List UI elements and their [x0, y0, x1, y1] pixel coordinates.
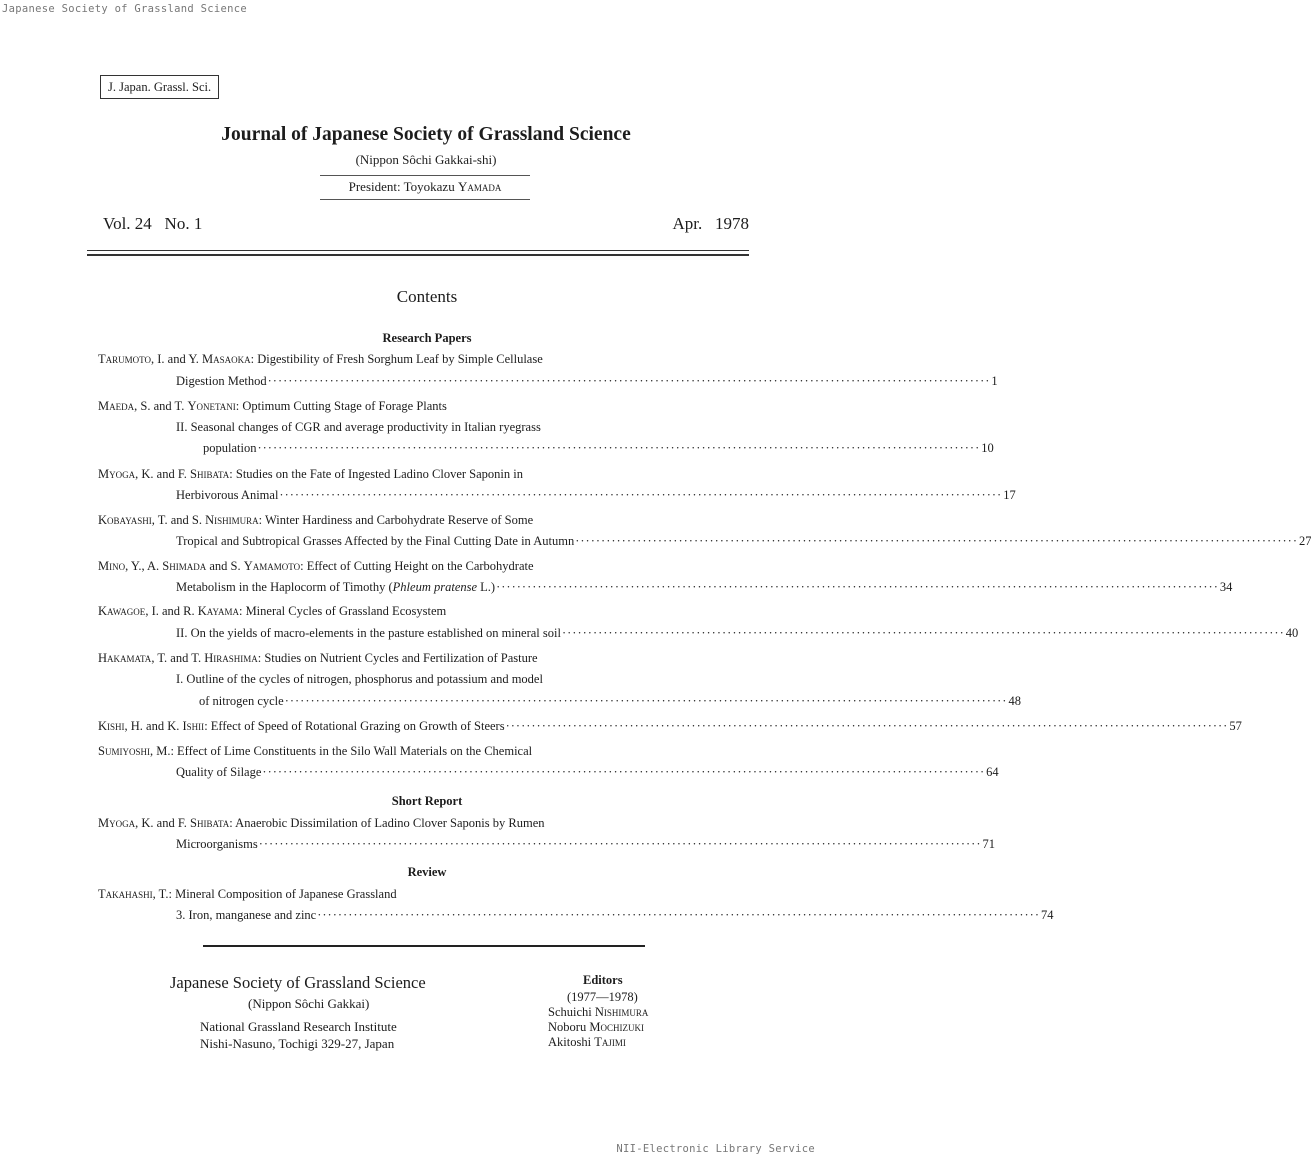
entry-11-toc-line	[176, 907, 1054, 923]
entry-1-page: 1	[991, 374, 998, 388]
leader-dots: ············································································································································	[496, 580, 1219, 594]
entry-3-author-sep: , K. and F.	[135, 467, 191, 481]
leader-dots: ············································································································································	[279, 488, 1003, 502]
entry-10-author-2: Shibata	[190, 816, 230, 830]
entry-5-page: 34	[1219, 580, 1233, 594]
entry-3-title-line1: : Studies on the Fate of Ingested Ladino Clover Saponin in	[229, 467, 523, 481]
entry-6-author-sep: , I. and R.	[145, 604, 198, 618]
entry-5-title-end: L.)	[477, 580, 496, 594]
entry-7-author-sep: , T. and T.	[151, 651, 205, 665]
entry-4-authors-title	[98, 512, 533, 528]
entry-7-page: 48	[1008, 694, 1021, 708]
entry-3-page: 17	[1003, 488, 1016, 502]
leader-dots: ············································································································································	[267, 374, 991, 388]
entry-8-toc-line	[98, 718, 1242, 734]
society-address: Nishi-Nasuno, Tochigi 329-27, Japan	[200, 1036, 395, 1051]
entry-3-title-line2: Herbivorous Animal	[176, 488, 279, 502]
entry-1-toc-line	[176, 373, 998, 389]
entry-11-author-sep: , T.	[152, 887, 169, 901]
journal-subtitle: (Nippon Sôchi Gakkai-shi)	[355, 152, 497, 167]
entry-7-toc-line	[199, 693, 1021, 709]
entry-2-title-line1: : Optimum Cutting Stage of Forage Plants	[235, 399, 447, 413]
editor-1-given: Schuichi	[548, 1005, 592, 1019]
entry-6-author-1: Kawagoe	[98, 604, 146, 618]
leader-dots: ············································································································································	[575, 534, 1298, 548]
entry-5-toc-line	[176, 579, 1233, 595]
entry-10-toc-line	[176, 836, 995, 852]
entry-6-authors-title	[98, 603, 446, 619]
society-institute: National Grassland Research Institute	[200, 1019, 397, 1034]
leader-dots: ············································································································································	[262, 765, 986, 779]
editor-3	[548, 1035, 626, 1050]
entry-11-page: 74	[1041, 908, 1054, 922]
entry-6-page: 40	[1285, 626, 1299, 640]
entry-9-author-sep: , M.	[149, 744, 171, 758]
entry-9-title-line2: Quality of Silage	[176, 765, 262, 779]
entry-3-toc-line	[176, 487, 1016, 503]
entry-1-author-2: Masaoka	[202, 352, 251, 366]
section-research-papers: Research Papers	[382, 331, 472, 345]
entry-8-author-1: Kishi	[98, 719, 125, 733]
entry-7-title-line2: of nitrogen cycle	[199, 694, 284, 708]
editor-3-given: Akitoshi	[548, 1035, 592, 1049]
footer-stamp: NII-Electronic Library Service	[616, 1143, 815, 1155]
entry-1-authors-title	[98, 351, 543, 367]
entry-2-author-2: Yonetani	[187, 399, 236, 413]
entry-9-toc-line	[176, 764, 999, 780]
leader-dots: ············································································································································	[561, 626, 1285, 640]
entry-4-page: 27	[1298, 534, 1311, 548]
entry-8-authors-title	[98, 718, 505, 734]
entry-7-author-1: Hakamata	[98, 651, 152, 665]
entry-3-author-1: Myoga	[98, 467, 136, 481]
entry-9-author-1: Sumiyoshi	[98, 744, 150, 758]
editor-1	[548, 1005, 648, 1020]
editor-3-surname: Tajimi	[594, 1035, 626, 1049]
contents-heading: Contents	[396, 287, 458, 306]
entry-2-page: 10	[981, 441, 994, 455]
editor-2-given: Noboru	[548, 1020, 587, 1034]
journal-abbrev-box: J. Japan. Grassl. Sci.	[100, 75, 219, 99]
entry-9-title-line1: : Effect of Lime Constituents in the Silo Wall Materials on the Chemical	[170, 744, 533, 758]
entry-9-authors-title	[98, 743, 532, 759]
entry-5-authors-title	[98, 558, 534, 574]
leader-dots: ············································································································································	[317, 908, 1040, 922]
entry-5-title-line2	[176, 579, 495, 595]
entry-8-author-sep: , H. and K.	[124, 719, 183, 733]
entry-6-author-2: Kayama	[197, 604, 239, 618]
society-name: Japanese Society of Grassland Science	[170, 973, 426, 992]
entry-5-author-1: Mino	[98, 559, 126, 573]
president-label: President: Toyokazu	[348, 179, 455, 194]
leader-dots: ············································································································································	[284, 694, 1008, 708]
entry-10-author-1: Myoga	[98, 816, 136, 830]
entry-8-author-2: Ishii	[182, 719, 205, 733]
section-short-report: Short Report	[391, 794, 463, 808]
entry-4-toc-line	[176, 533, 1311, 549]
entry-7-author-2: Hirashima	[204, 651, 258, 665]
editor-1-surname: Nishimura	[594, 1005, 649, 1019]
entry-5-title-text: Metabolism in the Haplocorm of Timothy (	[176, 580, 393, 594]
entry-5-title-line1: : Effect of Cutting Height on the Carbohydrate	[300, 559, 534, 573]
leader-dots: ············································································································································	[258, 837, 982, 851]
entry-2-toc-line	[203, 440, 994, 456]
leader-dots: ············································································································································	[257, 441, 981, 455]
entry-4-title-line1: : Winter Hardiness and Carbohydrate Reserve of Some	[258, 513, 534, 527]
editors-heading: Editors	[583, 973, 623, 987]
volume-issue: Vol. 24 No. 1	[103, 214, 203, 233]
entry-6-title-line1: : Mineral Cycles of Grassland Ecosystem	[238, 604, 447, 618]
entry-5-species-name: Phleum pratense	[392, 580, 478, 594]
entry-5-author-3: Yamamoto	[243, 559, 301, 573]
entry-8-page: 57	[1229, 719, 1242, 733]
leader-dots: ············································································································································	[505, 719, 1229, 733]
header-stamp: Japanese Society of Grassland Science	[2, 3, 247, 15]
entry-10-authors-title	[98, 815, 545, 831]
entry-6-title-line2: II. On the yields of macro-elements in the pasture established on mineral soil	[176, 626, 561, 640]
entry-3-author-2: Shibata	[190, 467, 230, 481]
entry-10-author-sep: , K. and F.	[135, 816, 191, 830]
entry-7-authors-title	[98, 650, 538, 666]
journal-title: Journal of Japanese Society of Grassland Science	[221, 124, 631, 145]
entry-1-author-1: Tarumoto	[98, 352, 151, 366]
entry-9-page: 64	[986, 765, 999, 779]
entry-1-title-line1: : Digestibility of Fresh Sorghum Leaf by Simple Cellulase	[250, 352, 543, 366]
entry-10-page: 71	[982, 837, 995, 851]
entry-4-author-sep: , T. and S.	[151, 513, 206, 527]
entry-11-title-line1: : Mineral Composition of Japanese Grassland	[168, 887, 397, 901]
entry-2-author-1: Maeda	[98, 399, 135, 413]
entry-5-author-2: Shimada	[162, 559, 207, 573]
entry-1-author-sep: , I. and Y.	[150, 352, 203, 366]
society-japanese-name: (Nippon Sôchi Gakkai)	[248, 996, 370, 1011]
entry-6-toc-line	[176, 625, 1299, 641]
editor-2	[548, 1020, 644, 1035]
entry-7-title-line1: : Studies on Nutrient Cycles and Fertilization of Pasture	[257, 651, 538, 665]
entry-2-subtitle: II. Seasonal changes of CGR and average productivity in Italian ryegrass	[176, 420, 541, 434]
entry-5-author-sep-2: and S.	[206, 559, 244, 573]
entry-10-title-line2: Microorganisms	[176, 837, 258, 851]
entry-10-title-line1: : Anaerobic Dissimilation of Ladino Clover Saponis by Rumen	[229, 816, 545, 830]
issue-date: Apr. 1978	[672, 214, 749, 233]
entry-4-author-1: Kobayashi	[98, 513, 152, 527]
entry-11-authors-title	[98, 886, 397, 902]
entry-4-author-2: Nishimura	[205, 513, 259, 527]
entry-8-title-line1: : Effect of Speed of Rotational Grazing on Growth of Steers	[204, 719, 505, 733]
president-line	[320, 175, 530, 200]
president-surname: Yamada	[457, 179, 502, 194]
entry-7-subtitle: I. Outline of the cycles of nitrogen, phosphorus and potassium and model	[176, 672, 543, 686]
section-review: Review	[407, 865, 447, 879]
entry-3-authors-title	[98, 466, 523, 482]
editors-years: (1977—1978)	[567, 990, 638, 1004]
footer-rule	[203, 945, 645, 947]
entry-11-title-line2: 3. Iron, manganese and zinc	[176, 908, 317, 922]
editor-2-surname: Mochizuki	[589, 1020, 644, 1034]
entry-1-title-line2: Digestion Method	[176, 374, 267, 388]
entry-4-title-line2: Tropical and Subtropical Grasses Affected by the Final Cutting Date in Autumn	[176, 534, 575, 548]
entry-11-author-1: Takahashi	[98, 887, 153, 901]
entry-5-author-sep: , Y., A.	[125, 559, 163, 573]
entry-2-title-line2: population	[203, 441, 257, 455]
entry-2-authors-title	[98, 398, 447, 414]
header-rule-top	[87, 250, 749, 251]
entry-2-author-sep: , S. and T.	[134, 399, 188, 413]
header-rule-bottom	[87, 254, 749, 256]
